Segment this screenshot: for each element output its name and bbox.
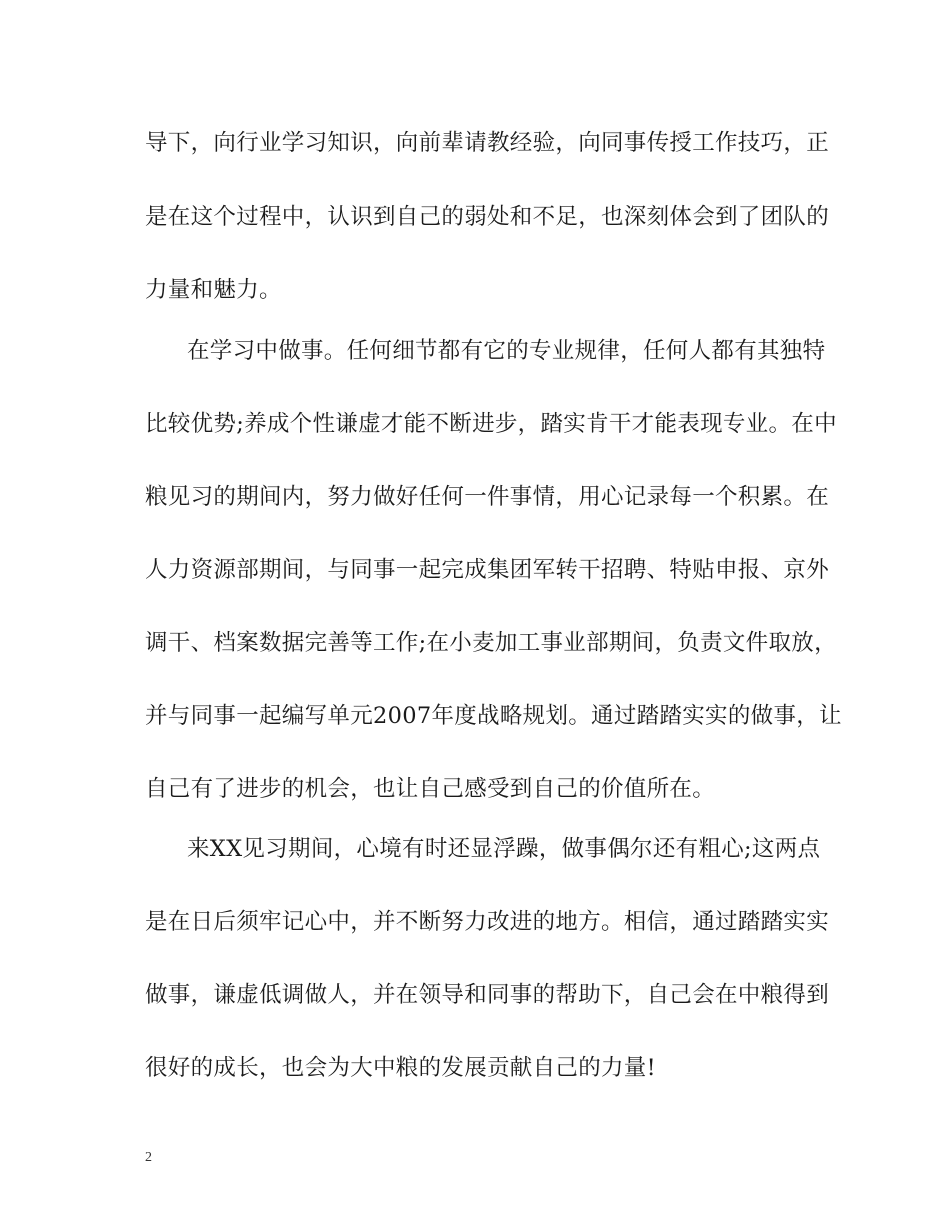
text-line: 比较优势;养成个性谦虚才能不断进步，踏实肯干才能表现专业。在中 [145, 411, 837, 437]
paragraph-start-line: 在学习中做事。任何细节都有它的专业规律，任何人都有其独特 [187, 338, 826, 364]
text-line: 是在这个过程中，认识到自己的弱处和不足，也深刻体会到了团队的 [145, 204, 830, 230]
text-line: 人力资源部期间，与同事一起完成集团军转干招聘、特贴申报、京外 [145, 557, 830, 583]
paragraph-start-line: 来XX见习期间，心境有时还显浮躁，做事偶尔还有粗心;这两点 [187, 836, 821, 862]
text-line: 调干、档案数据完善等工作;在小麦加工事业部期间，负责文件取放， [145, 630, 837, 656]
text-line: 很好的成长，也会为大中粮的发展贡献自己的力量! [145, 1055, 656, 1081]
text-line: 是在日后须牢记心中，并不断努力改进的地方。相信，通过踏踏实实 [145, 909, 830, 935]
text-line: 导下，向行业学习知识，向前辈请教经验，向同事传授工作技巧，正 [145, 130, 830, 156]
text-line: 粮见习的期间内，努力做好任何一件事情，用心记录每一个积累。在 [145, 484, 830, 510]
text-line: 并与同事一起编写单元2007年度战略规划。通过踏踏实实的做事，让 [145, 703, 842, 729]
page-number: 2 [145, 1150, 152, 1165]
text-line: 力量和魅力。 [145, 277, 282, 303]
text-line: 自己有了进步的机会，也让自己感受到自己的价值所在。 [145, 776, 716, 802]
text-line: 做事，谦虚低调做人，并在领导和同事的帮助下，自己会在中粮得到 [145, 982, 830, 1008]
